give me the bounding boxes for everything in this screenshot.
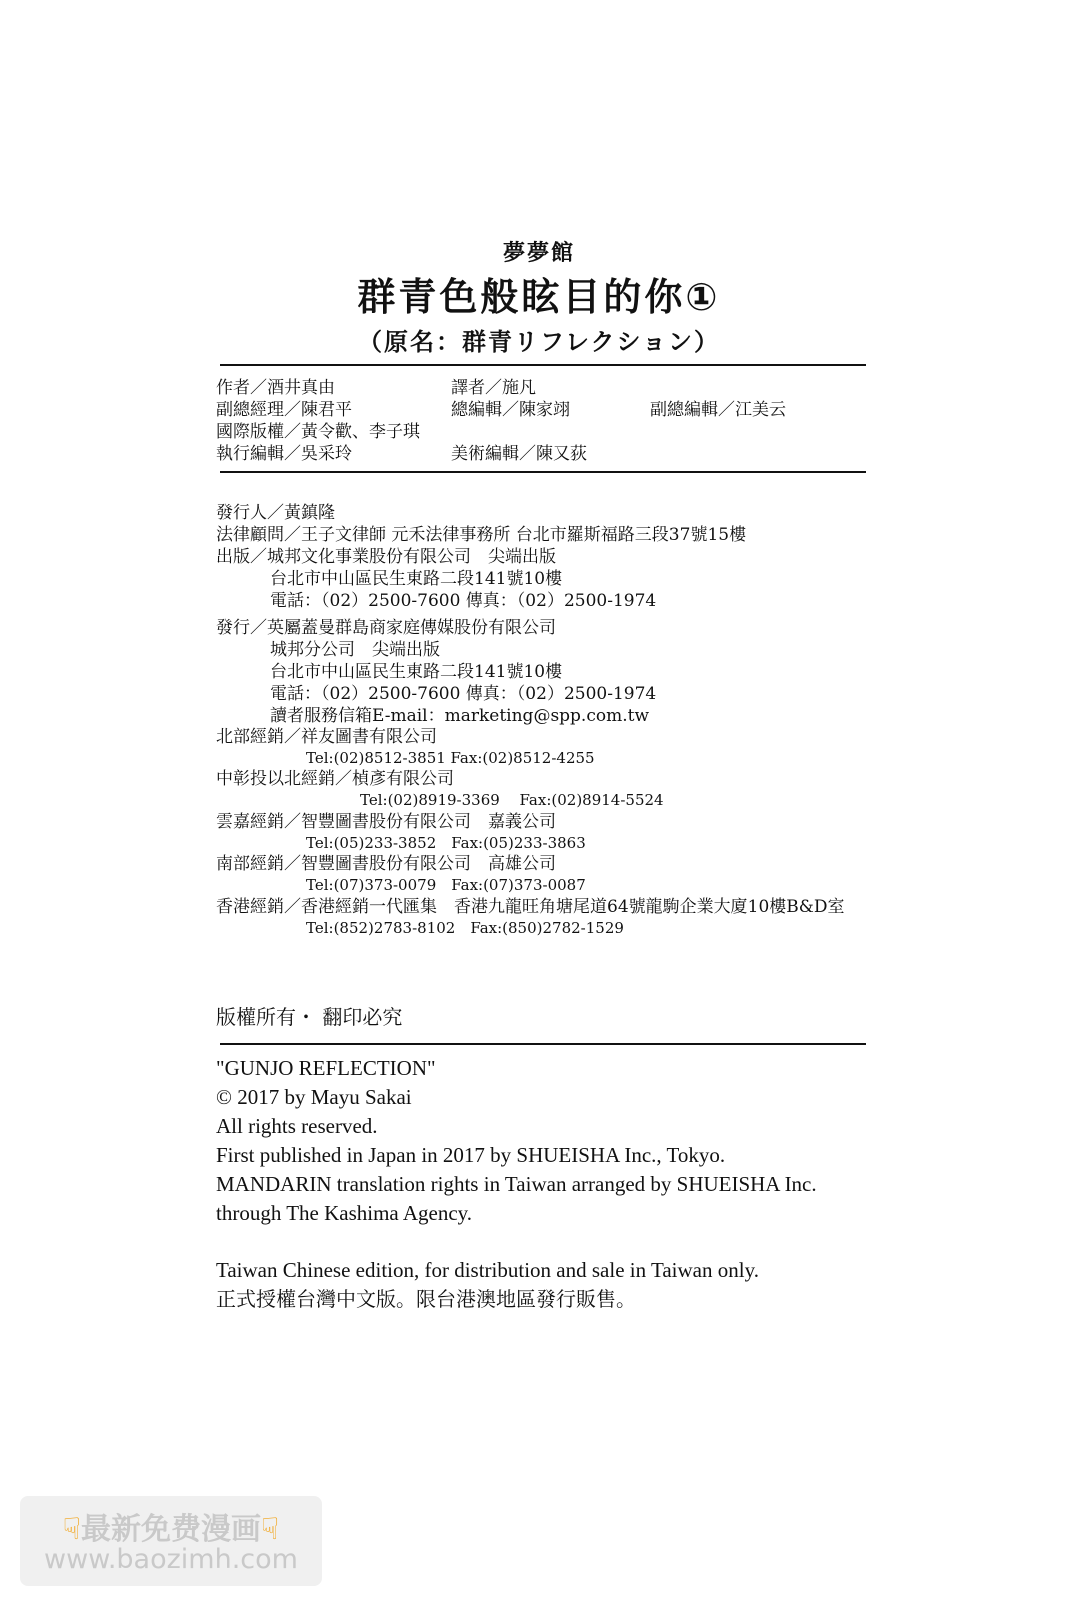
imprint-phone: 電話：（02）2500-7600 傳真：（02）2500-1974 bbox=[270, 591, 657, 611]
central-dealer-contact: Tel:(02)8919-3369 Fax:(02)8914-5524 bbox=[360, 791, 664, 809]
watermark-title: 最新免费漫画 bbox=[81, 1512, 261, 1547]
central-dealer: 中彰投以北經銷／楨彥有限公司 bbox=[216, 769, 454, 789]
yunjia-dealer: 雲嘉經銷／智豐圖書股份有限公司 嘉義公司 bbox=[216, 812, 556, 832]
rights-notice: 版權所有・ 翻印必究 bbox=[216, 1005, 403, 1029]
english-line: MANDARIN translation rights in Taiwan arranged by SHUEISHA Inc. bbox=[216, 1172, 817, 1196]
book-title: 群青色般眩目的你① bbox=[357, 275, 721, 319]
legal-advisor-line: 法律顧問／王子文律師 元禾法律事務所 台北市羅斯福路三段37號15樓 bbox=[216, 525, 747, 545]
hk-dealer-contact: Tel:(852)2783-8102 Fax:(850)2782-1529 bbox=[306, 919, 624, 937]
credit-editor-in-chief: 總編輯／陳家翊 bbox=[451, 400, 570, 420]
pointing-down-hand-icon: ☟ bbox=[62, 1512, 81, 1547]
credit-art-editor: 美術編輯／陳又荻 bbox=[451, 444, 587, 464]
chinese-distribution-notice: 正式授權台灣中文版。限台港澳地區發行販售。 bbox=[216, 1287, 636, 1311]
north-dealer-contact: Tel:(02)8512-3851 Fax:(02)8512-4255 bbox=[306, 749, 595, 767]
distributor-branch: 城邦分公司 尖端出版 bbox=[270, 640, 440, 660]
english-line: First published in Japan in 2017 by SHUEISHA Inc., Tokyo. bbox=[216, 1143, 726, 1167]
pointing-down-hand-icon: ☟ bbox=[261, 1512, 280, 1547]
distribution-notice: Taiwan Chinese edition, for distribution and sale in Taiwan only. bbox=[216, 1258, 759, 1282]
yunjia-dealer-contact: Tel:(05)233-3852 Fax:(05)233-3863 bbox=[306, 834, 586, 852]
reader-service-email: 讀者服務信箱E-mail：marketing@spp.com.tw bbox=[270, 706, 649, 726]
imprint-line: 出版／城邦文化事業股份有限公司 尖端出版 bbox=[216, 547, 556, 567]
watermark-title-row bbox=[20, 1504, 322, 1548]
distributor-line: 發行／英屬蓋曼群島商家庭傳媒股份有限公司 bbox=[216, 618, 556, 638]
divider-top bbox=[220, 364, 866, 366]
distributor-phone: 電話：（02）2500-7600 傳真：（02）2500-1974 bbox=[270, 684, 657, 704]
north-dealer: 北部經銷／祥友圖書有限公司 bbox=[216, 727, 437, 747]
distributor-address: 台北市中山區民生東路二段141號10樓 bbox=[270, 662, 563, 682]
site-watermark bbox=[20, 1496, 322, 1586]
credit-exec-editor: 執行編輯／吳采玲 bbox=[216, 444, 352, 464]
english-line: "GUNJO REFLECTION" bbox=[216, 1056, 436, 1080]
english-line: through The Kashima Agency. bbox=[216, 1201, 473, 1225]
credit-deputy-gm: 副總經理／陳君平 bbox=[216, 400, 352, 420]
credit-author: 作者／酒井真由 bbox=[216, 378, 335, 398]
series-label: 夢夢館 bbox=[502, 241, 575, 266]
hk-dealer: 香港經銷／香港經銷一代匯集 香港九龍旺角塘尾道64號龍駒企業大廈10樓B&D室 bbox=[216, 897, 845, 917]
publisher-line: 發行人／黃鎮隆 bbox=[216, 503, 335, 523]
credit-deputy-editor-in-chief: 副總編輯／江美云 bbox=[650, 400, 786, 420]
imprint-address: 台北市中山區民生東路二段141號10樓 bbox=[270, 569, 563, 589]
watermark-url: www.baozimh.com bbox=[44, 1544, 298, 1575]
south-dealer-contact: Tel:(07)373-0079 Fax:(07)373-0087 bbox=[306, 876, 586, 894]
divider-credits bbox=[220, 471, 866, 473]
south-dealer: 南部經銷／智豐圖書股份有限公司 高雄公司 bbox=[216, 854, 556, 874]
original-title: （原名：群青リフレクション） bbox=[357, 328, 721, 356]
credit-intl-rights: 國際版權／黃令歡、李子琪 bbox=[216, 422, 420, 442]
english-line: © 2017 by Mayu Sakai bbox=[216, 1085, 412, 1109]
divider-rights bbox=[220, 1043, 866, 1045]
english-line: All rights reserved. bbox=[216, 1114, 378, 1138]
credit-translator: 譯者／施凡 bbox=[451, 378, 536, 398]
